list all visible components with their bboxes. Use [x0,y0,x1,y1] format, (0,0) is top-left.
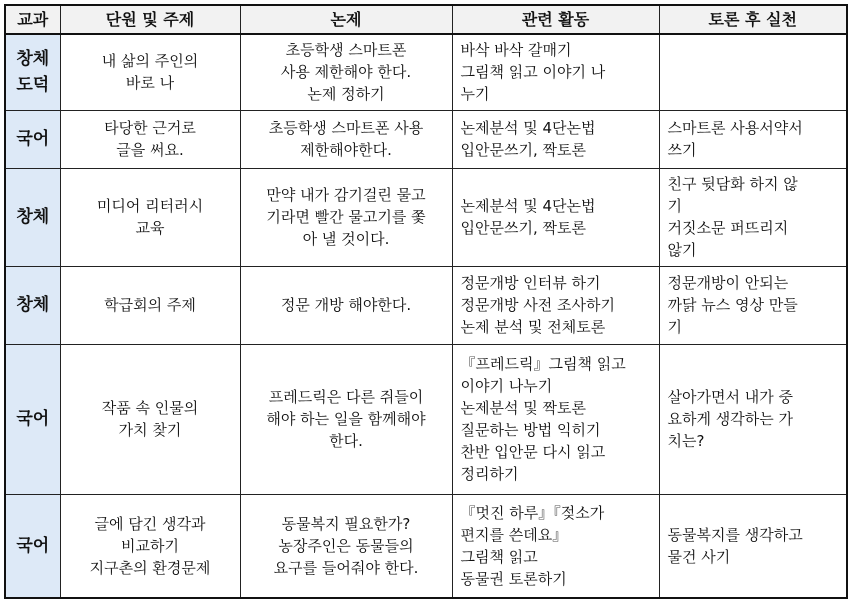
cell-line: 입안문쓰기, 짝토론 [460,219,586,237]
cell-practice [659,34,847,110]
cell-line: 치는? [667,432,705,450]
cell-line: 바삭 바삭 갈매기 [460,41,572,60]
cell-line: 창체 [16,207,50,227]
cell-line: 제한해야한다. [300,141,392,159]
cell-practice [659,494,847,598]
cell-unit [60,344,240,494]
cell-practice [659,110,847,168]
cell-line: 편지를 쓴데요』 [460,525,568,544]
cell-line: 타당한 근거로 [104,119,196,137]
cell-line: 교육 [135,219,165,237]
cell-line: 거짓소문 퍼뜨리지 [667,219,789,237]
table-row [5,168,847,266]
cell-line: 아 낼 것이다. [302,230,390,248]
cell-line: 창체 [16,295,50,315]
cell-line: 논제분석 및 짝토론 [460,399,586,417]
cell-activity [452,266,659,344]
cell-line: 그림책 읽고 [460,547,538,566]
cell-line: 도덕 [16,75,50,96]
cell-line: 살아가면서 내가 중 [667,388,793,406]
header-topic: 논제 [240,5,452,34]
header-row [5,5,847,34]
cell-line: 정리하기 [460,465,519,483]
cell-subject [5,344,60,494]
cell-topic [240,110,452,168]
cell-subject [5,34,60,110]
cell-line: 농장주인은 동물들의 [278,536,414,555]
table-row [5,344,847,494]
cell-topic [240,266,452,344]
cell-line: 동물권 토론하기 [460,569,567,588]
cell-line: 질문하는 방법 익히기 [460,421,601,439]
cell-line: 국어 [16,535,50,556]
curriculum-table [4,4,848,599]
cell-line: 정문개방 사전 조사하기 [460,296,615,314]
cell-line: 지구촌의 환경문제 [89,558,211,577]
cell-line: 미디어 리터러시 [96,197,204,215]
cell-subject [5,168,60,266]
cell-line: 정문 개방 해야한다. [280,296,412,314]
cell-topic [240,34,452,110]
cell-unit [60,266,240,344]
cell-line: 입안문쓰기, 짝토론 [460,141,586,159]
header-practice: 토론 후 실천 [659,5,847,34]
cell-practice [659,168,847,266]
cell-line: 바로 나 [125,74,175,93]
cell-activity [452,110,659,168]
cell-line: 동물복지 필요한가? [281,514,411,533]
cell-line: 기라면 빨간 물고기를 쫓 [266,208,426,226]
cell-activity [452,168,659,266]
cell-line: 글에 담긴 생각과 [94,514,206,533]
cell-line: 내 삶의 주인의 [101,52,199,71]
cell-subject [5,266,60,344]
cell-line: 쓰기 [667,141,697,159]
table-row [5,110,847,168]
cell-line: 정문개방 인터뷰 하기 [460,274,601,292]
cell-line: 논제 분석 및 전체토론 [460,318,606,336]
header-activity: 관련 활동 [452,5,659,34]
cell-activity [452,344,659,494]
cell-line: 이야기 나누기 [460,377,553,395]
cell-line: 요구를 들어줘야 한다. [273,558,419,577]
cell-unit [60,168,240,266]
cell-line: 국어 [16,129,50,149]
cell-unit [60,34,240,110]
cell-line: 논제분석 및 4단논법 [460,119,596,137]
header-subject: 교과 [5,5,60,34]
cell-unit [60,110,240,168]
table-row [5,494,847,598]
cell-activity [452,34,659,110]
cell-line: 창체 [16,49,50,70]
cell-subject [5,110,60,168]
cell-topic [240,344,452,494]
cell-line: 물건 사기 [667,547,731,566]
cell-line: 요하게 생각하는 가 [667,410,793,428]
cell-line: 친구 뒷담화 하지 않 [667,175,798,193]
cell-line: 누기 [460,85,490,104]
cell-line: 작품 속 인물의 [101,399,199,417]
cell-line: 초등학생 스마트폰 사용 [268,119,424,137]
cell-line: 비교하기 [121,536,179,555]
cell-line: 학급회의 주제 [104,296,196,314]
cell-line: 논제 정하기 [307,85,385,104]
cell-line: 한다. [329,432,363,450]
cell-line: 만약 내가 감기걸린 물고 [266,186,426,204]
header-unit: 단원 및 주제 [60,5,240,34]
cell-practice [659,344,847,494]
cell-line: 『프레드릭』그림책 읽고 [460,355,626,373]
cell-line: 기 [667,318,682,336]
cell-line: 논제분석 및 4단논법 [460,197,596,215]
cell-line: 않기 [667,241,697,259]
cell-line: 초등학생 스마트폰 [285,41,407,60]
cell-line: 까닭 뉴스 영상 만들 [667,296,798,314]
cell-line: 찬반 입안문 다시 읽고 [460,443,606,461]
cell-line: 프레드릭은 다른 쥐들이 [268,388,424,406]
cell-line: 『멋진 하루』『젖소가 [460,503,605,522]
cell-line: 사용 제한해야 한다. [280,63,412,82]
table-row [5,34,847,110]
table-row [5,266,847,344]
cell-unit [60,494,240,598]
cell-line: 글을 써요. [116,141,184,159]
cell-line: 동물복지를 생각하고 [667,525,803,544]
cell-line: 정문개방이 안되는 [667,274,789,292]
cell-activity [452,494,659,598]
cell-topic [240,168,452,266]
cell-line: 해야 하는 일을 함께해야 [266,410,426,428]
cell-topic [240,494,452,598]
cell-line: 그림책 읽고 이야기 나 [460,63,606,82]
cell-line: 국어 [16,409,50,429]
cell-line: 가치 찾기 [118,421,182,439]
cell-subject [5,494,60,598]
cell-practice [659,266,847,344]
cell-line: 스마트론 사용서약서 [667,119,803,137]
cell-line: 기 [667,197,682,215]
